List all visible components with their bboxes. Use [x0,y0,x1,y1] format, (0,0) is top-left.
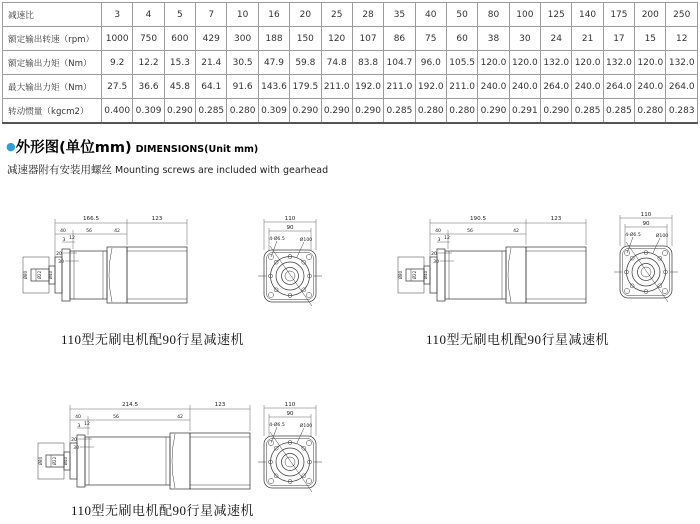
table-cell: 120.0 [572,51,603,75]
dim-holes: 4-Ø6.5 [625,233,641,238]
table-cell: 0.290 [478,99,509,124]
drawing-caption-2: 110型无刷电机配90行星减速机 [425,332,610,347]
table-cell: 264.0 [666,75,698,99]
dim-seg-b: 56 [113,415,119,420]
table-cell: 211.0 [384,75,415,99]
table-cell: 83.8 [352,51,383,75]
section-subtitle-en: Mounting screws are included with gearhead [115,165,329,176]
table-cell: 12 [666,27,698,51]
dim-pilot: Ø100 [299,424,313,429]
table-cell: 45.8 [164,75,195,99]
table-cell: 40 [415,3,446,27]
dim-seg-c: 42 [114,229,120,234]
dim-total: 190.5 [469,216,487,222]
dim-t30: 30 [73,446,79,451]
dim-flange-bolt: 90 [286,225,294,231]
table-row [3,3,698,27]
table-cell: 60 [446,27,477,51]
dim-t3: 3 [77,424,81,429]
dim-total: 214.5 [121,402,139,408]
table-cell: 3 [102,3,133,27]
table-cell: 0.285 [196,99,227,124]
dim-seg-a: 40 [435,229,441,234]
dim-total: 166.5 [82,216,100,222]
drawing-caption-1: 110型无刷电机配90行星减速机 [60,332,245,347]
table-cell: 74.8 [321,51,352,75]
table-cell: 96.0 [415,51,446,75]
table-cell: 91.6 [227,75,258,99]
table-cell: 429 [196,27,227,51]
section-title-en: DIMENSIONS(Unit mm) [135,144,259,155]
table-cell: 25 [321,3,352,27]
section-title-zh: 外形图(单位mm) [15,140,132,156]
table-cell: 104.7 [384,51,415,75]
table-cell: 0.290 [321,99,352,124]
side-view-drawing-2 [390,203,629,332]
table-cell: 0.280 [415,99,446,124]
dim-flange-outer: 110 [284,402,296,408]
bullet-icon: ● [6,140,16,153]
table-cell: 100 [509,3,540,27]
table-row [3,99,698,124]
table-cell: 200 [635,3,666,27]
table-row [3,75,698,99]
row-header: 额定输出力矩（Nm） [3,51,102,75]
table-cell: 192.0 [352,75,383,99]
table-cell: 0.290 [541,99,572,124]
table-cell: 30.5 [227,51,258,75]
table-cell: 21.4 [196,51,227,75]
table-cell: 192.0 [415,75,446,99]
table-cell: 4 [133,3,164,27]
table-cell: 0.280 [635,99,666,124]
dim-flange-outer: 110 [284,216,296,222]
table-cell: 59.8 [290,51,321,75]
table-cell: 120 [321,27,352,51]
dim-pilot: Ø100 [655,234,669,239]
spec-table [2,2,698,124]
table-cell: 38 [478,27,509,51]
dim-seg-b: 56 [467,229,473,234]
table-cell: 0.290 [290,99,321,124]
dim-t20: 20 [56,252,62,257]
table-cell: 0.400 [102,99,133,124]
table-cell: 27.5 [102,75,133,99]
dim-dia-shaft: Ø22 [52,456,57,466]
table-cell: 20 [290,3,321,27]
row-header: 最大输出力矩（Nm） [3,75,102,99]
dim-t30: 30 [433,260,439,265]
table-cell: 105.5 [446,51,477,75]
table-cell: 17 [603,27,634,51]
table-cell: 211.0 [446,75,477,99]
table-cell: 264.0 [603,75,634,99]
table-cell: 28 [352,3,383,27]
table-cell: 0.285 [603,99,634,124]
table-cell: 0.290 [164,99,195,124]
dim-t12: 12 [84,422,90,427]
side-view-drawing-1 [15,203,230,332]
table-cell: 86 [384,27,415,51]
row-header: 减速比 [3,3,102,27]
table-cell: 107 [352,27,383,51]
table-cell: 0.290 [352,99,383,124]
table-cell: 150 [290,27,321,51]
dim-t30: 30 [58,260,64,265]
table-cell: 75 [415,27,446,51]
table-cell: 1000 [102,27,133,51]
table-cell: 125 [541,3,572,27]
table-cell: 132.0 [666,51,698,75]
table-cell: 80 [478,3,509,27]
table-cell: 9.2 [102,51,133,75]
table-cell: 132.0 [541,51,572,75]
table-cell: 50 [446,3,477,27]
table-cell: 30 [509,27,540,51]
section-subtitle [7,158,328,177]
table-cell: 240.0 [572,75,603,99]
table-cell: 0.291 [509,99,540,124]
dim-motor-length: 123 [550,216,562,222]
table-cell: 16 [258,3,289,27]
table-cell: 600 [164,27,195,51]
table-cell: 64.1 [196,75,227,99]
dim-seg-a: 40 [60,229,66,234]
table-cell: 143.6 [258,75,289,99]
table-cell: 188 [258,27,289,51]
dim-flange-bolt: 90 [642,221,650,227]
row-header: 转动惯量（kgcm2） [3,99,102,124]
table-cell: 0.283 [666,99,698,124]
section-header [6,136,258,157]
dim-seg-c: 42 [513,229,519,234]
table-cell: 10 [227,3,258,27]
table-cell: 12.2 [133,51,164,75]
dim-motor-length: 123 [214,402,226,408]
dim-dia-mid: Ø40 [48,270,53,280]
table-cell: 175 [603,3,634,27]
table-cell: 179.5 [290,75,321,99]
table-cell: 5 [164,3,195,27]
table-cell: 750 [133,27,164,51]
table-row [3,51,698,75]
dim-seg-a: 40 [75,415,81,420]
dim-seg-b: 56 [86,229,92,234]
dim-t12: 12 [69,236,75,241]
drawing-caption-3: 110型无刷电机配90行星减速机 [70,503,255,518]
table-cell: 240.0 [478,75,509,99]
dim-dia-mid: Ø40 [63,456,68,466]
table-cell: 0.280 [446,99,477,124]
table-cell: 120.0 [635,51,666,75]
dim-holes: 4-Ø6.5 [269,423,285,428]
table-cell: 24 [541,27,572,51]
table-cell: 0.309 [133,99,164,124]
table-cell: 0.309 [258,99,289,124]
table-cell: 120.0 [478,51,509,75]
table-cell: 7 [196,3,227,27]
dim-pilot: Ø100 [299,238,313,243]
table-cell: 132.0 [603,51,634,75]
dim-flange-bolt: 90 [286,411,294,417]
dim-t3: 3 [62,238,66,243]
table-cell: 120.0 [509,51,540,75]
table-cell: 0.280 [227,99,258,124]
dim-dia-outer: Ø80 [38,456,43,466]
table-cell: 240.0 [509,75,540,99]
table-cell: 36.6 [133,75,164,99]
table-cell: 211.0 [321,75,352,99]
dim-t3: 3 [437,238,441,243]
row-header: 额定输出转速（rpm） [3,27,102,51]
table-cell: 21 [572,27,603,51]
table-cell: 240.0 [635,75,666,99]
table-cell: 15.3 [164,51,195,75]
dim-dia-shaft: Ø22 [37,270,42,280]
dim-seg-c: 42 [177,415,183,420]
table-cell: 15 [635,27,666,51]
dim-t20: 20 [71,438,77,443]
table-cell: 35 [384,3,415,27]
section-subtitle-zh: 减速器附有安装用螺丝 [7,164,112,176]
front-view-drawing-1 [240,210,340,332]
table-row [3,27,698,51]
dim-dia-outer: Ø80 [398,270,403,280]
dim-motor-length: 123 [151,216,163,222]
dim-holes: 4-Ø6.5 [269,237,285,242]
dim-t20: 20 [431,252,437,257]
dim-dia-mid: Ø40 [423,270,428,280]
dim-t12: 12 [444,236,450,241]
table-cell: 250 [666,3,698,27]
table-cell: 264.0 [541,75,572,99]
spec-table-body [3,3,698,124]
table-cell: 0.285 [384,99,415,124]
table-cell: 0.285 [572,99,603,124]
dim-dia-outer: Ø80 [23,270,28,280]
table-cell: 47.9 [258,51,289,75]
dim-flange-outer: 110 [640,212,652,218]
dim-dia-shaft: Ø22 [412,270,417,280]
front-view-drawing-2 [596,206,696,328]
table-cell: 140 [572,3,603,27]
table-cell: 300 [227,27,258,51]
